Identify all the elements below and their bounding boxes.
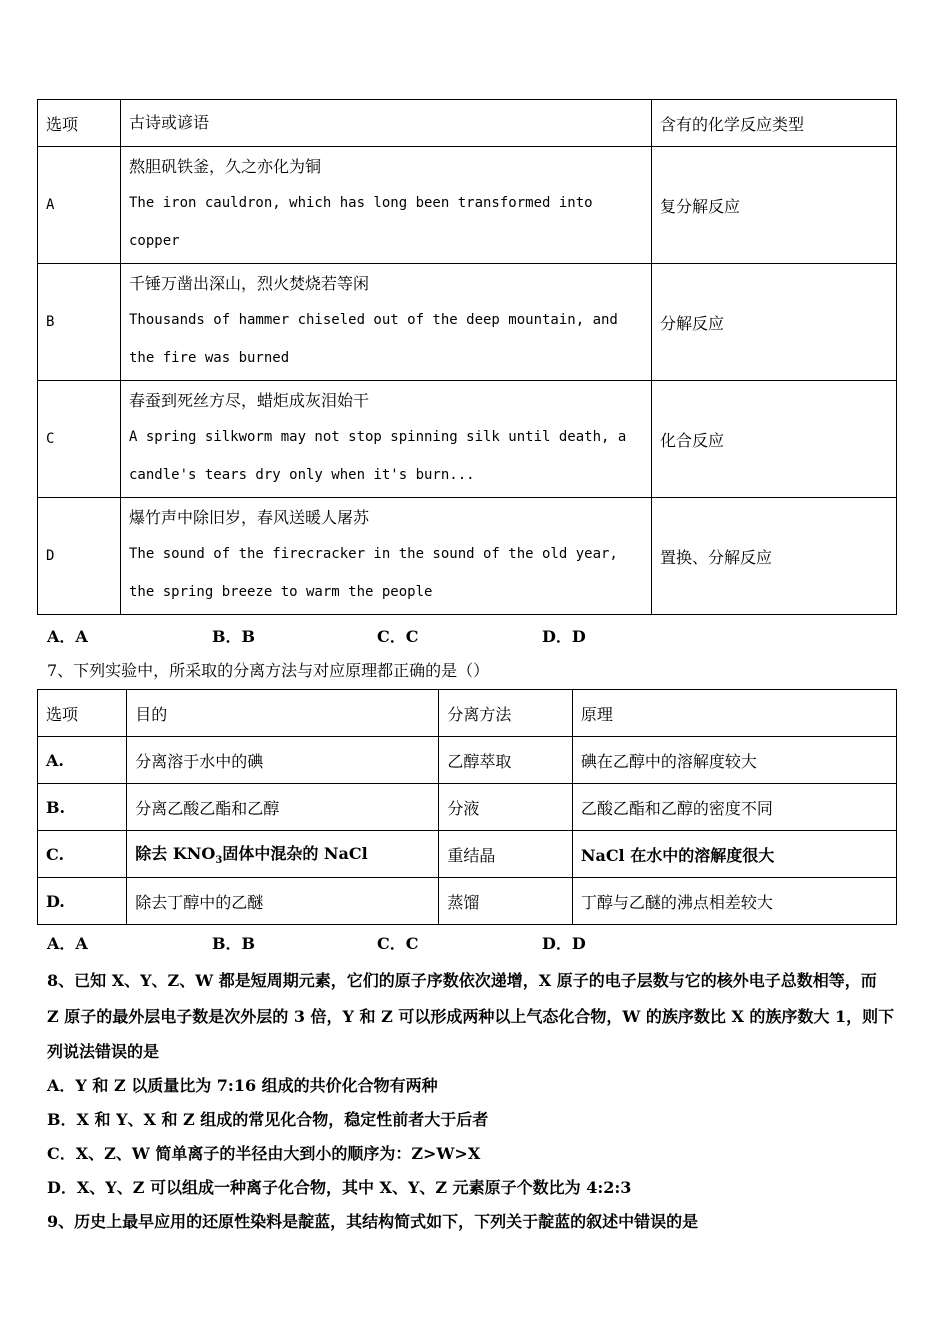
q7-method: 乙醇萃取 <box>439 737 572 784</box>
q7-principle: NaCl 在水中的溶解度很大 <box>572 831 896 878</box>
q8-stem-line1: 8、已知 X、Y、Z、W 都是短周期元素，它们的原子序数依次递增，X 原子的电子层数与它的核外电子总数相等，而 <box>47 971 877 990</box>
q7-choice-b[interactable]: B．B <box>212 934 256 953</box>
q7-purpose-post: 固体中混杂的 NaCl <box>222 844 368 864</box>
q7-row <box>38 878 897 925</box>
q6-poem-en1: The iron cauldron, which has long been transformed into <box>129 195 593 211</box>
q8-stem-line3: 列说法错误的是 <box>47 1042 160 1061</box>
q7-option: D. <box>38 878 127 925</box>
q6-choice-d[interactable]: D．D <box>542 627 586 646</box>
q6-row <box>38 147 897 264</box>
q7-choice-a[interactable]: A．A <box>47 934 88 953</box>
q6-poem-en1: A spring silkworm may not stop spinning silk until death, a <box>129 429 627 445</box>
q6-poem-en1: Thousands of hammer chiseled out of the deep mountain, and <box>129 312 618 328</box>
q7-option: A. <box>38 737 127 784</box>
q7-method: 分液 <box>439 784 572 831</box>
q7-header-purpose: 目的 <box>127 690 439 737</box>
q6-poem <box>121 381 652 498</box>
q6-poem-zh: 爆竹声中除旧岁，春风送暖人屠苏 <box>129 508 370 527</box>
q7-purpose: 分离溶于水中的碘 <box>127 737 439 784</box>
q6-poem-en2: copper <box>129 233 180 249</box>
q7-principle: 乙酸乙酯和乙醇的密度不同 <box>572 784 896 831</box>
q6-choice-b[interactable]: B．B <box>212 627 256 646</box>
q6-row <box>38 498 897 615</box>
q6-row <box>38 381 897 498</box>
q7-header-row <box>38 690 897 737</box>
q7-option: B. <box>38 784 127 831</box>
q6-poem <box>121 264 652 381</box>
q6-poem-zh: 熬胆矾铁釜，久之亦化为铜 <box>129 157 322 176</box>
q7-purpose-pre: 除去 KNO <box>135 844 216 864</box>
q8-option-d[interactable]: D．X、Y、Z 可以组成一种离子化合物，其中 X、Y、Z 元素原子个数比为 4:2:3 <box>47 1178 632 1197</box>
q7-principle: 丁醇与乙醚的沸点相差较大 <box>572 878 896 925</box>
q7-header-principle: 原理 <box>572 690 896 737</box>
q7-choices <box>47 931 707 954</box>
q7-method: 蒸馏 <box>439 878 572 925</box>
q6-type: 化合反应 <box>652 381 897 498</box>
q7-header-method: 分离方法 <box>439 690 572 737</box>
q7-purpose-subscript: 3 <box>215 855 223 867</box>
q8-option-a[interactable]: A．Y 和 Z 以质量比为 7:16 组成的共价化合物有两种 <box>47 1076 438 1095</box>
q6-header-row <box>38 100 897 147</box>
q7-row <box>38 831 897 878</box>
q7-principle: 碘在乙醇中的溶解度较大 <box>572 737 896 784</box>
q8-stem-line2: Z 原子的最外层电子数是次外层的 3 倍，Y 和 Z 可以形成两种以上气态化合物，W 的族序数比 X 的族序数大 1，则下 <box>47 1007 895 1026</box>
q8-option-b[interactable]: B．X 和 Y、X 和 Z 组成的常见化合物，稳定性前者大于后者 <box>47 1110 489 1129</box>
q6-choices <box>47 624 707 647</box>
q6-poem <box>121 147 652 264</box>
q6-option: D <box>38 498 121 615</box>
q7-row <box>38 737 897 784</box>
q8-option-c[interactable]: C．X、Z、W 简单离子的半径由大到小的顺序为：Z>W>X <box>47 1144 481 1163</box>
q6-choice-c[interactable]: C．C <box>377 627 419 646</box>
q7-table <box>37 689 897 925</box>
q6-header-poem: 古诗或谚语 <box>121 100 652 147</box>
q7-row <box>38 784 897 831</box>
q6-poem-en2: the fire was burned <box>129 350 290 366</box>
q6-poem-zh: 春蚕到死丝方尽，蜡炬成灰泪始干 <box>129 391 370 410</box>
q6-poem-zh: 千锤万凿出深山，烈火焚烧若等闲 <box>129 274 370 293</box>
q6-type: 置换、分解反应 <box>652 498 897 615</box>
q6-option: A <box>38 147 121 264</box>
q6-poem-en1: The sound of the firecracker in the sound of the old year, <box>129 546 618 562</box>
q6-poem-en2: candle's tears dry only when it's burn... <box>129 467 475 483</box>
q7-purpose: 分离乙酸乙酯和乙醇 <box>127 784 439 831</box>
q7-option: C. <box>38 831 127 878</box>
q6-poem-en2: the spring breeze to warm the people <box>129 584 433 600</box>
q6-type: 复分解反应 <box>652 147 897 264</box>
q7-header-option: 选项 <box>38 690 127 737</box>
q6-header-option: 选项 <box>38 100 121 147</box>
q7-purpose: 除去丁醇中的乙醚 <box>127 878 439 925</box>
q7-purpose <box>127 831 439 878</box>
q6-option: B <box>38 264 121 381</box>
q6-option: C <box>38 381 121 498</box>
q6-choice-a[interactable]: A．A <box>47 627 88 646</box>
q6-table <box>37 99 897 615</box>
q7-method: 重结晶 <box>439 831 572 878</box>
q7-choice-d[interactable]: D．D <box>542 934 586 953</box>
q7-choice-c[interactable]: C．C <box>377 934 419 953</box>
q6-row <box>38 264 897 381</box>
q9-stem: 9、历史上最早应用的还原性染料是靛蓝，其结构简式如下，下列关于靛蓝的叙述中错误的是 <box>47 1212 699 1231</box>
q6-poem <box>121 498 652 615</box>
q6-header-type: 含有的化学反应类型 <box>652 100 897 147</box>
q7-stem: 7、下列实验中，所采取的分离方法与对应原理都正确的是（） <box>47 661 490 680</box>
q6-type: 分解反应 <box>652 264 897 381</box>
